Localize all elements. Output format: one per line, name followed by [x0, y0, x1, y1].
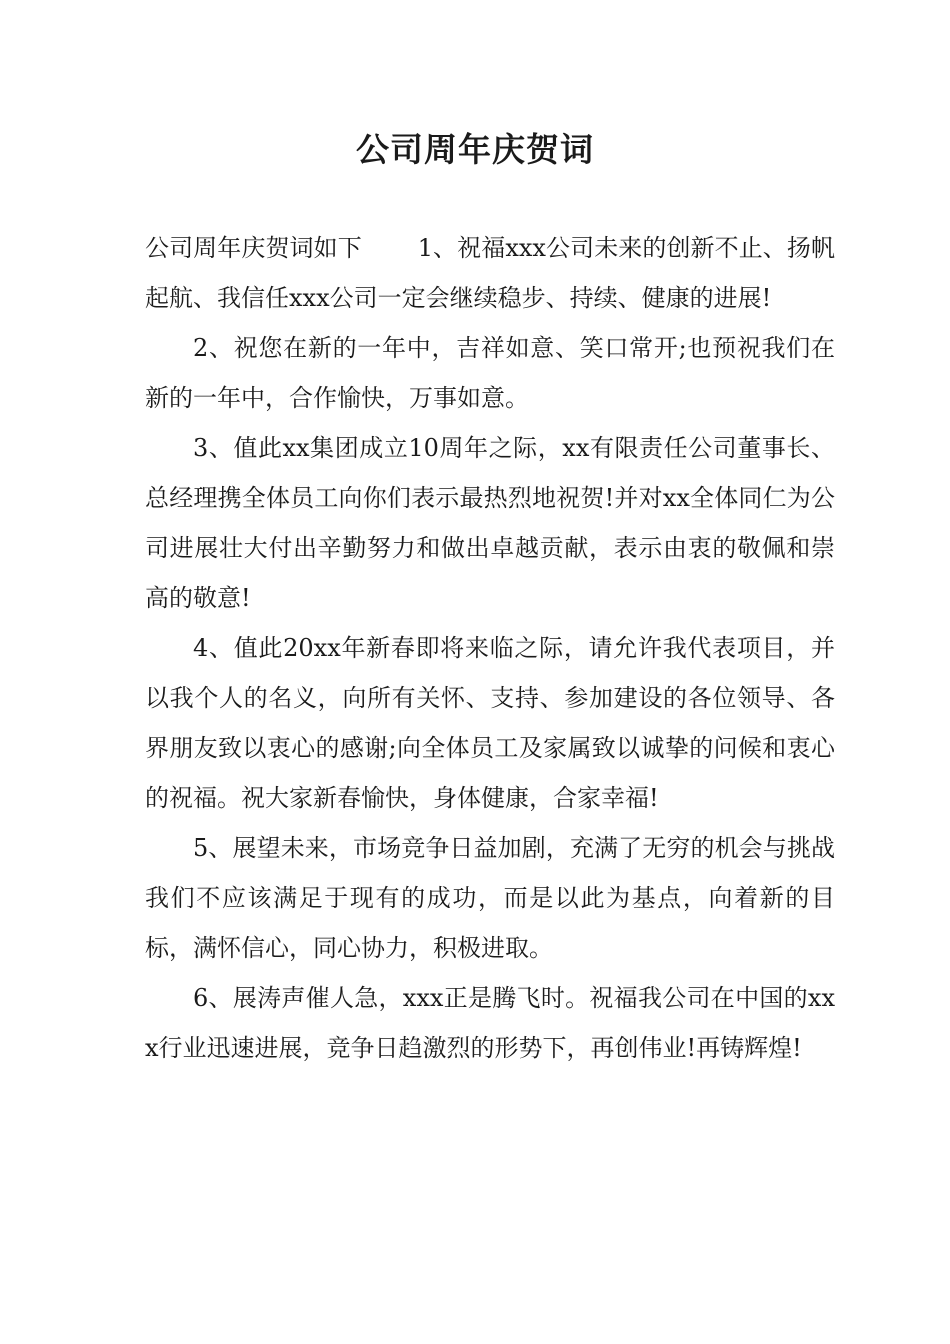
document-title: 公司周年庆贺词 — [356, 130, 594, 169]
paragraph-5: 5、展望未来，市场竞争日益加剧，充满了无穷的机会与挑战 我们不应该满足于现有的成功，而是以此为基点，向着新的目标，满怀信心，同心协力，积极进取。 — [145, 834, 891, 962]
paragraph-intro: 公司周年庆贺词如下 1、祝福xxx公司未来的创新不止、扬帆起航、我信任xxx公司一定会继续稳步、持续、健康的进展! — [145, 234, 835, 312]
document-body — [145, 223, 891, 1073]
paragraph-2: 2、祝您在新的一年中，吉祥如意、笑口常开;也预祝我们在新的一年中，合作愉快，万事如意。 — [145, 334, 835, 412]
paragraph-3: 3、值此xx集团成立10周年之际，xx有限责任公司董事长、总经理携全体员工向你们表示最热烈地祝贺!并对xx全体同仁为公司进展壮大付出辛勤努力和做出卓越贡献，表示由衷的敬佩和崇高的敬意! — [145, 434, 835, 612]
paragraph-6: 6、展涛声催人急，xxx正是腾飞时。祝福我公司在中国的xxx行业迅速进展，竞争日趋激烈的形势下，再创伟业!再铸辉煌! — [145, 984, 835, 1062]
paragraph-4: 4、值此20xx年新春即将来临之际，请允许我代表项目，并以我个人的名义，向所有关怀、支持、参加建设的各位领导、各界朋友致以衷心的感谢;向全体员工及家属致以诚挚的问候和衷心的祝福。祝大家新春愉快，身体健康，合家幸福! — [145, 634, 835, 812]
